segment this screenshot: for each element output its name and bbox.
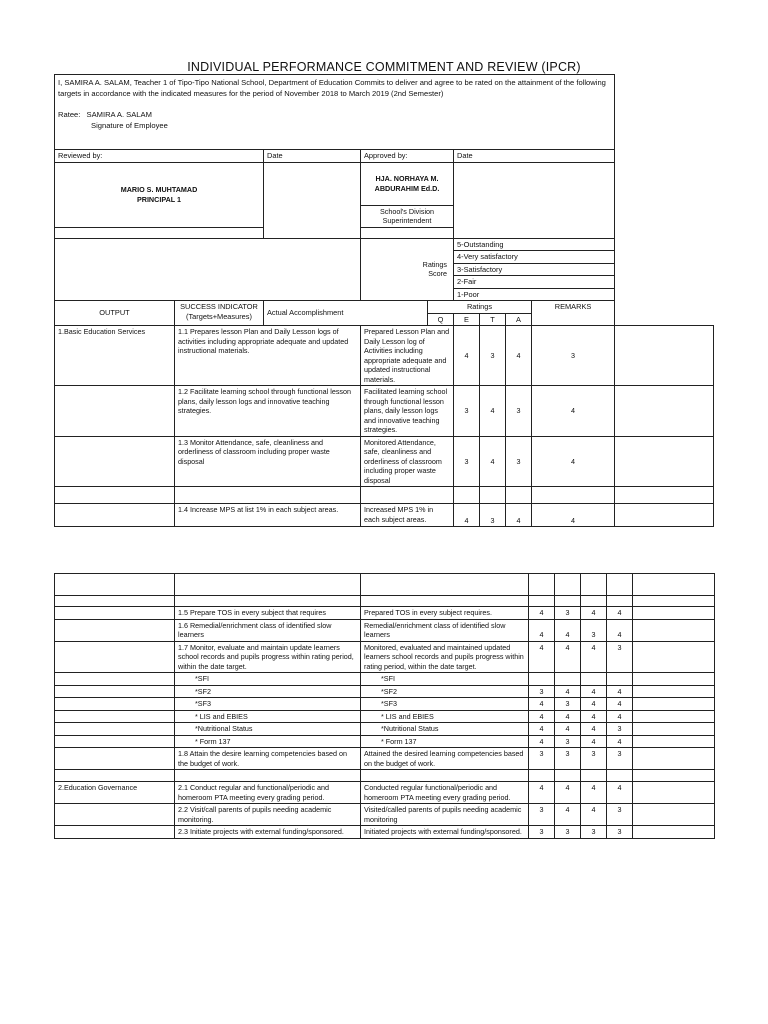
rating-e-cell: 4	[555, 685, 581, 698]
blank-cell	[555, 770, 581, 782]
blank-cell	[175, 770, 361, 782]
rating-e-cell: 3	[555, 607, 581, 620]
success-indicator-cell: *Nutritional Status	[175, 723, 361, 736]
rating-t-cell: 4	[581, 804, 607, 826]
rating-q-cell: 3	[454, 386, 480, 437]
actual-accomplishment-cell: Monitored Attendance, safe, cleanliness and orderliness of classroom including proper waste disposal	[361, 436, 454, 487]
page-title: INDIVIDUAL PERFORMANCE COMMITMENT AND REVIEW (IPCR)	[187, 60, 581, 74]
rating-t-cell: 4	[581, 782, 607, 804]
rating-e-cell: 4	[480, 436, 506, 487]
success-indicator-subtitle: (Targets+Measures)	[186, 311, 252, 321]
rating-q-cell: 4	[529, 607, 555, 620]
blank-cell	[361, 596, 529, 607]
output-cell	[55, 607, 175, 620]
scale-level: 2-Fair	[454, 276, 615, 289]
blank-cell	[555, 574, 581, 596]
review-date-cell	[264, 162, 361, 238]
output-cell	[55, 770, 175, 782]
rating-t-cell: 4	[581, 735, 607, 748]
rating-q-cell: 3	[454, 436, 480, 487]
remarks-cell	[633, 619, 715, 641]
rating-e-cell: 3	[555, 735, 581, 748]
rating-t-cell: 4	[506, 326, 532, 386]
rating-t-cell: 3	[581, 619, 607, 641]
actual-accomplishment-cell: Initiated projects with external funding/sponsored.	[361, 826, 529, 839]
e-header: E	[454, 313, 480, 326]
remarks-cell	[633, 673, 715, 686]
rating-a-cell: 4	[607, 619, 633, 641]
rating-a-cell: 3	[607, 641, 633, 673]
blank-cell	[175, 574, 361, 596]
success-indicator-cell: *SFI	[175, 673, 361, 686]
rating-q-cell: 4	[529, 723, 555, 736]
table-row	[55, 574, 715, 596]
actual-accomplishment-cell: Remedial/enrichment class of identified slow learners	[361, 619, 529, 641]
blank-cell	[615, 487, 714, 504]
rating-e-cell: 3	[555, 826, 581, 839]
scale-level: 4-Very satisfactory	[454, 251, 615, 264]
remarks-cell	[633, 782, 715, 804]
remarks-cell	[615, 326, 714, 386]
actual-accomplishment-cell: *SF2	[361, 685, 529, 698]
success-indicator-cell: 1.8 Attain the desire learning competencies based on the budget of work.	[175, 748, 361, 770]
rating-e-cell: 4	[480, 386, 506, 437]
actual-accomplishment-cell: * LIS and EBIES	[361, 710, 529, 723]
remarks-cell	[633, 748, 715, 770]
rating-a-cell: 4	[607, 685, 633, 698]
actual-accomplishment-cell: Attained the desired learning competencies based on the budget of work.	[361, 748, 529, 770]
date-label-1: Date	[264, 150, 361, 163]
rating-q-cell: 4	[529, 698, 555, 711]
output-cell	[55, 574, 175, 596]
remarks-cell	[633, 735, 715, 748]
success-indicator-cell: 1.5 Prepare TOS in every subject that requires	[175, 607, 361, 620]
remarks-cell	[615, 504, 714, 527]
rating-e-cell	[555, 673, 581, 686]
rating-t-cell: 4	[581, 710, 607, 723]
reviewer-block	[55, 162, 264, 227]
output-cell	[55, 826, 175, 839]
rating-e-cell: 3	[480, 504, 506, 527]
remarks-cell	[633, 723, 715, 736]
blank-cell	[555, 596, 581, 607]
remarks-cell	[615, 436, 714, 487]
output-cell	[55, 641, 175, 673]
table-row	[55, 804, 715, 826]
output-cell	[55, 735, 175, 748]
spacer-cell	[361, 227, 454, 238]
output-cell: 1.Basic Education Services	[55, 326, 175, 386]
commitment-statement: I, SAMIRA A. SALAM, Teacher 1 of Tipo-Tipo National School, Department of Education Commits to deliver and agree to be rated on the attainment of the following targets in accordance with the indicated measures for the period of November 2018 to March 2019 (2nd Semester)	[58, 78, 606, 98]
success-indicator-cell: *SF2	[175, 685, 361, 698]
scale-level: 1-Poor	[454, 288, 615, 301]
actual-accomplishment-cell: Monitored, evaluated and maintained updated learners school records and pupils progress within rating period, within the date target.	[361, 641, 529, 673]
blank-cell	[532, 487, 615, 504]
rating-q-cell: 4	[529, 782, 555, 804]
table-row	[55, 386, 714, 437]
rating-q-cell: 3	[529, 826, 555, 839]
table-row	[55, 436, 714, 487]
blank-cell	[480, 487, 506, 504]
remarks-cell	[633, 710, 715, 723]
remarks-cell	[633, 826, 715, 839]
rating-q-cell: 3	[529, 685, 555, 698]
blank-cell	[361, 770, 529, 782]
actual-accomplishment-cell: Visited/called parents of pupils needing academic monitoring	[361, 804, 529, 826]
a-header: A	[506, 313, 532, 326]
rating-q-cell: 4	[529, 735, 555, 748]
success-indicator-cell: 1.6 Remedial/enrichment class of identified slow learners	[175, 619, 361, 641]
ipcr-table-page2	[54, 573, 715, 839]
rating-e-cell: 4	[555, 619, 581, 641]
reviewer-title: PRINCIPAL 1	[136, 194, 182, 204]
rating-t-cell: 3	[506, 386, 532, 437]
remarks-cell	[633, 698, 715, 711]
reviewed-by-label: Reviewed by:	[55, 150, 264, 163]
rating-t-cell	[581, 673, 607, 686]
approval-date-cell	[454, 162, 615, 238]
rating-t-cell: 3	[581, 748, 607, 770]
success-indicator-header	[175, 301, 264, 326]
table-row	[55, 723, 715, 736]
blank-cell	[175, 487, 361, 504]
rating-a-cell: 4	[607, 607, 633, 620]
blank-cell	[607, 770, 633, 782]
success-indicator-cell: 1.7 Monitor, evaluate and maintain update learners school records and pupils progress within rating period, within the date target.	[175, 641, 361, 673]
signature-label: Signature of Employee	[91, 121, 168, 130]
table-row	[55, 504, 714, 527]
blank-cell	[506, 487, 532, 504]
output-cell	[55, 685, 175, 698]
actual-accomplishment-cell: *Nutritional Status	[361, 723, 529, 736]
output-cell	[55, 698, 175, 711]
table-row	[55, 619, 715, 641]
approved-by-label: Approved by:	[361, 150, 454, 163]
actual-accomplishment-cell: Conducted regular functional/periodic and homeroom PTA meeting every grading period.	[361, 782, 529, 804]
rating-t-cell: 3	[581, 826, 607, 839]
commitment-block	[55, 75, 615, 150]
rating-t-cell: 4	[581, 641, 607, 673]
rating-a-cell: 4	[607, 782, 633, 804]
table-row	[55, 326, 714, 386]
rating-e-cell: 3	[480, 326, 506, 386]
output-cell	[55, 673, 175, 686]
rating-a-cell: 3	[607, 804, 633, 826]
success-indicator-cell: 1.2 Facilitate learning school through functional lesson plans, daily lesson logs and innovative teaching strategies.	[175, 386, 361, 437]
output-cell	[55, 748, 175, 770]
blank-cell	[55, 487, 175, 504]
blank-cell	[175, 596, 361, 607]
rating-a-cell: 4	[607, 710, 633, 723]
remarks-cell	[633, 804, 715, 826]
success-indicator-cell: *SF3	[175, 698, 361, 711]
rating-q-cell: 4	[454, 504, 480, 527]
output-cell	[55, 619, 175, 641]
ratings-score-label	[361, 238, 454, 301]
rating-a-cell	[607, 673, 633, 686]
remarks-cell	[633, 685, 715, 698]
actual-accomplishment-cell: Prepared TOS in every subject requires.	[361, 607, 529, 620]
rating-a-cell: 3	[532, 326, 615, 386]
table-row	[55, 685, 715, 698]
blank-cell	[361, 487, 454, 504]
approver-title: School's Division Superintendent	[361, 205, 454, 227]
blank-cell	[529, 770, 555, 782]
success-indicator-cell: * LIS and EBIES	[175, 710, 361, 723]
blank-cell	[581, 770, 607, 782]
output-cell	[55, 723, 175, 736]
actual-accomplishment-cell: *SF3	[361, 698, 529, 711]
rating-q-cell: 4	[529, 710, 555, 723]
ratee-name: SAMIRA A. SALAM	[86, 110, 152, 119]
success-indicator-cell: 1.1 Prepares lesson Plan and Daily Lesson logs of activities including appropriate adequate and updated instructional materials.	[175, 326, 361, 386]
rating-t-cell: 4	[581, 607, 607, 620]
scale-level: 3-Satisfactory	[454, 263, 615, 276]
rating-e-cell: 4	[555, 641, 581, 673]
rating-q-cell: 3	[529, 748, 555, 770]
rating-a-cell: 4	[532, 504, 615, 527]
success-indicator-cell: * Form 137	[175, 735, 361, 748]
rating-e-cell: 4	[555, 710, 581, 723]
remarks-cell	[615, 386, 714, 437]
ratee-label: Ratee:	[58, 110, 81, 119]
blank-cell	[633, 770, 715, 782]
rating-a-cell: 4	[532, 386, 615, 437]
table-row	[55, 607, 715, 620]
score-label: Score	[428, 269, 447, 279]
blank-cell	[529, 596, 555, 607]
output-cell	[55, 504, 175, 527]
rating-e-cell: 4	[555, 804, 581, 826]
output-cell	[55, 804, 175, 826]
blank-cell	[361, 574, 529, 596]
blank-cell	[633, 596, 715, 607]
blank-cell	[607, 574, 633, 596]
ipcr-table-page1	[54, 74, 714, 527]
output-cell	[55, 710, 175, 723]
rating-a-cell: 3	[607, 826, 633, 839]
table-row	[55, 735, 715, 748]
success-indicator-cell: 1.4 Increase MPS at list 1% in each subject areas.	[175, 504, 361, 527]
success-indicator-cell: 2.3 Initiate projects with external funding/sponsored.	[175, 826, 361, 839]
success-indicator-cell: 1.3 Monitor Attendance, safe, cleanliness and orderliness of classroom including proper waste disposal	[175, 436, 361, 487]
rating-a-cell: 4	[532, 436, 615, 487]
output-cell	[55, 596, 175, 607]
rating-a-cell: 4	[607, 735, 633, 748]
ratings-label: Ratings	[422, 259, 447, 269]
t-header: T	[480, 313, 506, 326]
table-row	[55, 596, 715, 607]
blank-cell	[581, 596, 607, 607]
rating-t-cell: 4	[581, 723, 607, 736]
remarks-header: REMARKS	[532, 301, 615, 326]
output-cell	[55, 386, 175, 437]
success-indicator-cell: 2.1 Conduct regular and functional/periodic and homeroom PTA meeting every grading period.	[175, 782, 361, 804]
table-row	[55, 673, 715, 686]
table-row	[55, 826, 715, 839]
actual-accomplishment-cell: Facilitated learning school through functional lesson plans, daily lesson logs and innovative teaching strategies.	[361, 386, 454, 437]
actual-accomplishment-cell: *SFI	[361, 673, 529, 686]
rating-q-cell: 4	[529, 619, 555, 641]
output-header: OUTPUT	[55, 301, 175, 326]
remarks-cell	[633, 641, 715, 673]
rating-a-cell: 3	[607, 748, 633, 770]
rating-e-cell: 3	[555, 698, 581, 711]
scale-empty-cell	[55, 238, 361, 301]
table-row	[55, 770, 715, 782]
remarks-cell	[633, 607, 715, 620]
rating-a-cell: 4	[607, 698, 633, 711]
ratings-header: Ratings	[428, 301, 532, 314]
blank-cell	[607, 596, 633, 607]
rating-a-cell: 3	[607, 723, 633, 736]
table-row	[55, 698, 715, 711]
table-row	[55, 641, 715, 673]
actual-accomplishment-header: Actual Accomplishment	[264, 301, 428, 326]
rating-q-cell: 4	[454, 326, 480, 386]
reviewer-name: MARIO S. MUHTAMAD	[120, 185, 198, 194]
rating-q-cell: 3	[529, 804, 555, 826]
spacer-cell	[55, 227, 264, 238]
success-indicator-cell: 2.2 Visit/call parents of pupils needing academic monitoring.	[175, 804, 361, 826]
actual-accomplishment-cell: * Form 137	[361, 735, 529, 748]
output-cell: 2.Education Governance	[55, 782, 175, 804]
rating-t-cell: 4	[581, 698, 607, 711]
rating-q-cell: 4	[529, 641, 555, 673]
rating-t-cell: 4	[581, 685, 607, 698]
rating-e-cell: 3	[555, 748, 581, 770]
table-row	[55, 782, 715, 804]
table-row	[55, 487, 714, 504]
table-row	[55, 748, 715, 770]
blank-cell	[581, 574, 607, 596]
actual-accomplishment-cell: Increased MPS 1% in each subject areas.	[361, 504, 454, 527]
scale-level: 5-Outstanding	[454, 238, 615, 251]
blank-cell	[454, 487, 480, 504]
table-row	[55, 710, 715, 723]
success-indicator-title: SUCCESS INDICATOR	[180, 302, 258, 311]
rating-e-cell: 4	[555, 782, 581, 804]
rating-e-cell: 4	[555, 723, 581, 736]
rating-t-cell: 4	[506, 504, 532, 527]
rating-t-cell: 3	[506, 436, 532, 487]
rating-q-cell	[529, 673, 555, 686]
actual-accomplishment-cell: Prepared Lesson Plan and Daily Lesson log of Activities including appropriate adequate and updated instructional materials.	[361, 326, 454, 386]
date-label-2: Date	[454, 150, 615, 163]
blank-cell	[529, 574, 555, 596]
blank-cell	[633, 574, 715, 596]
output-cell	[55, 436, 175, 487]
approver-name: HJA. NORHAYA M. ABDURAHIM Ed.D.	[361, 162, 454, 205]
q-header: Q	[428, 313, 454, 326]
